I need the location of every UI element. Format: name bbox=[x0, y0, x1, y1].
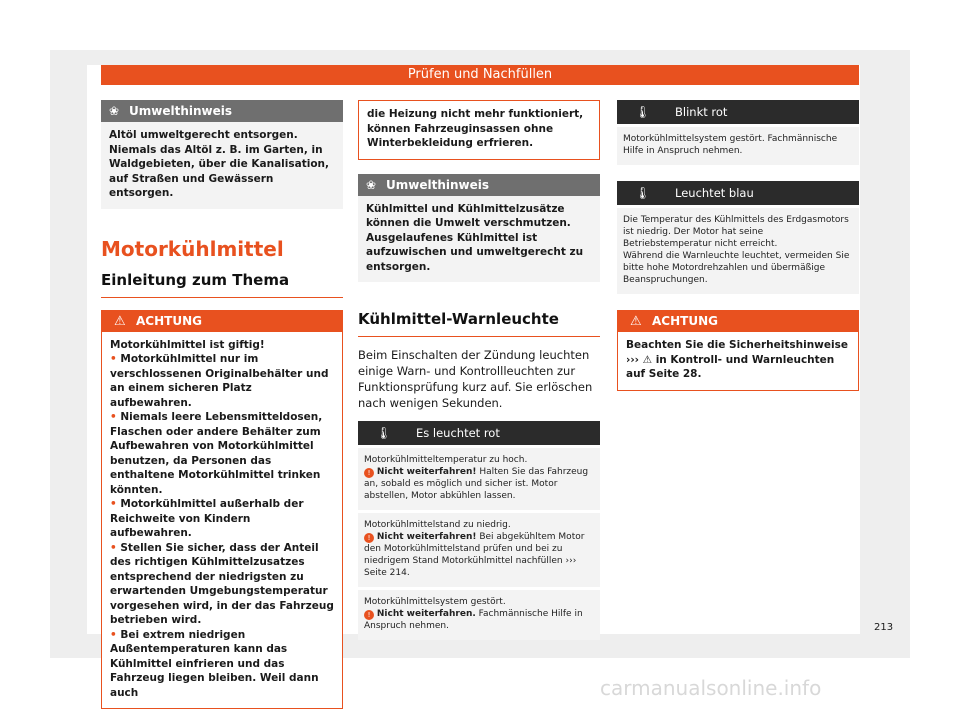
lamp-table bbox=[358, 421, 600, 640]
coolant-temperature-icon: 🌡 bbox=[635, 100, 650, 124]
warning-triangle-icon: ⚠ bbox=[630, 311, 642, 332]
section-title: Motorkühlmittel bbox=[101, 237, 343, 261]
warning-header: ⚠ ACHTUNG bbox=[618, 311, 858, 332]
warning-title: ACHTUNG bbox=[136, 314, 202, 328]
lamp-table-row: Motorkühlmittelstand zu niedrig. ! Nicht weiterfahren! Bei abgekühltem Motor den Motorkühlmittelstand prüfen und bei zu niedrigem Stand Motorkühlmittel nachfüllen ››› Seite 214. bbox=[358, 513, 600, 587]
warning-item: • Niemals leere Lebensmitteldosen, Flaschen oder andere Behälter zum Aufbewahren von Motorkühlmittel benutzen, da Personen das enthaltene Motorkühlmittel trinken könnten. bbox=[110, 410, 334, 497]
environment-note-header bbox=[358, 174, 600, 196]
column-right bbox=[617, 100, 859, 391]
warning-lead: Motorkühlmittel ist giftig! bbox=[110, 338, 334, 353]
warning-box bbox=[617, 310, 859, 391]
lamp-table-row: Motorkühlmitteltemperatur zu hoch. ! Nicht weiterfahren! Halten Sie das Fahrzeug an, sobald es möglich und sicher ist. Motor abstellen, Motor abkühlen lassen. bbox=[358, 448, 600, 510]
warning-item: • Motorkühlmittel außerhalb der Reichweite von Kindern aufbewahren. bbox=[110, 497, 334, 541]
coolant-temperature-icon: 🌡 bbox=[376, 421, 391, 445]
subsection-title: Einleitung zum Thema bbox=[101, 271, 343, 289]
column-left bbox=[101, 100, 343, 709]
warning-box bbox=[101, 310, 343, 709]
lamp-table-row: Motorkühlmittelsystem gestört. ! Nicht weiterfahren. Fachmännische Hilfe in Anspruch nehmen. bbox=[358, 590, 600, 640]
stop-lamp-icon: ! bbox=[364, 610, 374, 620]
environment-note-header bbox=[101, 100, 343, 122]
warning-continuation-box bbox=[358, 100, 600, 160]
section-title: Kühlmittel-Warnleuchte bbox=[358, 310, 600, 328]
flower-icon: ❀ bbox=[109, 100, 119, 122]
blue-lamp-text: Die Temperatur des Kühlmittels des Erdgasmotors ist niedrig. Der Motor hat seine Betriebstemperatur nicht erreicht. Während die Warnleuchte leuchtet, vermeiden Sie bitte hohe Motordrehzahlen und übermäßige Beanspruchungen. bbox=[617, 208, 859, 294]
warning-item: • Bei extrem niedrigen Außentemperaturen kann das Kühlmittel einfrieren und das Fahrzeug liegen bleiben. Weil dann auch bbox=[110, 628, 334, 701]
warning-triangle-icon: ⚠ bbox=[114, 311, 126, 332]
blink-red-text: Motorkühlmittelsystem gestört. Fachmännische Hilfe in Anspruch nehmen. bbox=[617, 127, 859, 165]
warning-text bbox=[102, 332, 342, 709]
environment-note-box bbox=[358, 174, 600, 283]
environment-note-text: Kühlmittel und Kühlmittelzusätze können die Umwelt verschmutzen. Ausgelaufenes Kühlmittel ist aufzuwischen und umweltgerecht zu entsorgen. bbox=[358, 196, 600, 283]
page-number: 213 bbox=[874, 622, 893, 633]
stop-lamp-icon: ! bbox=[364, 533, 374, 543]
blue-lamp-header: 🌡 Leuchtet blau bbox=[617, 181, 859, 205]
environment-note-title: Umwelthinweis bbox=[129, 104, 232, 118]
warning-text: Beachten Sie die Sicherheitshinweise ››› ⚠ in Kontroll- und Warnleuchten auf Seite 28. bbox=[618, 332, 858, 390]
blink-red-header: 🌡 Blinkt rot bbox=[617, 100, 859, 124]
page-header: Prüfen und Nachfüllen bbox=[101, 65, 859, 85]
coolant-temperature-icon: 🌡 bbox=[635, 181, 650, 205]
warning-item: • Stellen Sie sicher, dass der Anteil des richtigen Kühlmittelzusatzes entsprechend der niedrigsten zu erwartenden Umgebungstemperatur vorgesehen wird, in der das Fahrzeug betrieben wird. bbox=[110, 541, 334, 628]
lamp-table-title: Es leuchtet rot bbox=[416, 426, 500, 440]
warning-item: • Motorkühlmittel nur im verschlossenen Originalbehälter und an einem sicheren Platz aufbewahren. bbox=[110, 352, 334, 410]
lamp-table-header bbox=[358, 421, 600, 445]
watermark: carmanualsonline.info bbox=[600, 676, 821, 700]
warning-header bbox=[102, 311, 342, 332]
stop-lamp-icon: ! bbox=[364, 468, 374, 478]
environment-note-box bbox=[101, 100, 343, 209]
warning-continuation-text: die Heizung nicht mehr funktioniert, können Fahrzeuginsassen ohne Winterbekleidung erfrieren. bbox=[359, 101, 599, 159]
intro-paragraph: Beim Einschalten der Zündung leuchten einige Warn- und Kontrollleuchten zur Funktionsprüfung kurz auf. Sie erlöschen nach wenigen Sekunden. bbox=[358, 347, 600, 411]
environment-note-title: Umwelthinweis bbox=[386, 178, 489, 192]
flower-icon: ❀ bbox=[366, 174, 376, 196]
environment-note-text: Altöl umweltgerecht entsorgen. Niemals das Altöl z. B. im Garten, in Waldgebieten, über die Kanalisation, auf Straßen und Gewässern entsorgen. bbox=[101, 122, 343, 209]
column-middle bbox=[358, 100, 600, 640]
